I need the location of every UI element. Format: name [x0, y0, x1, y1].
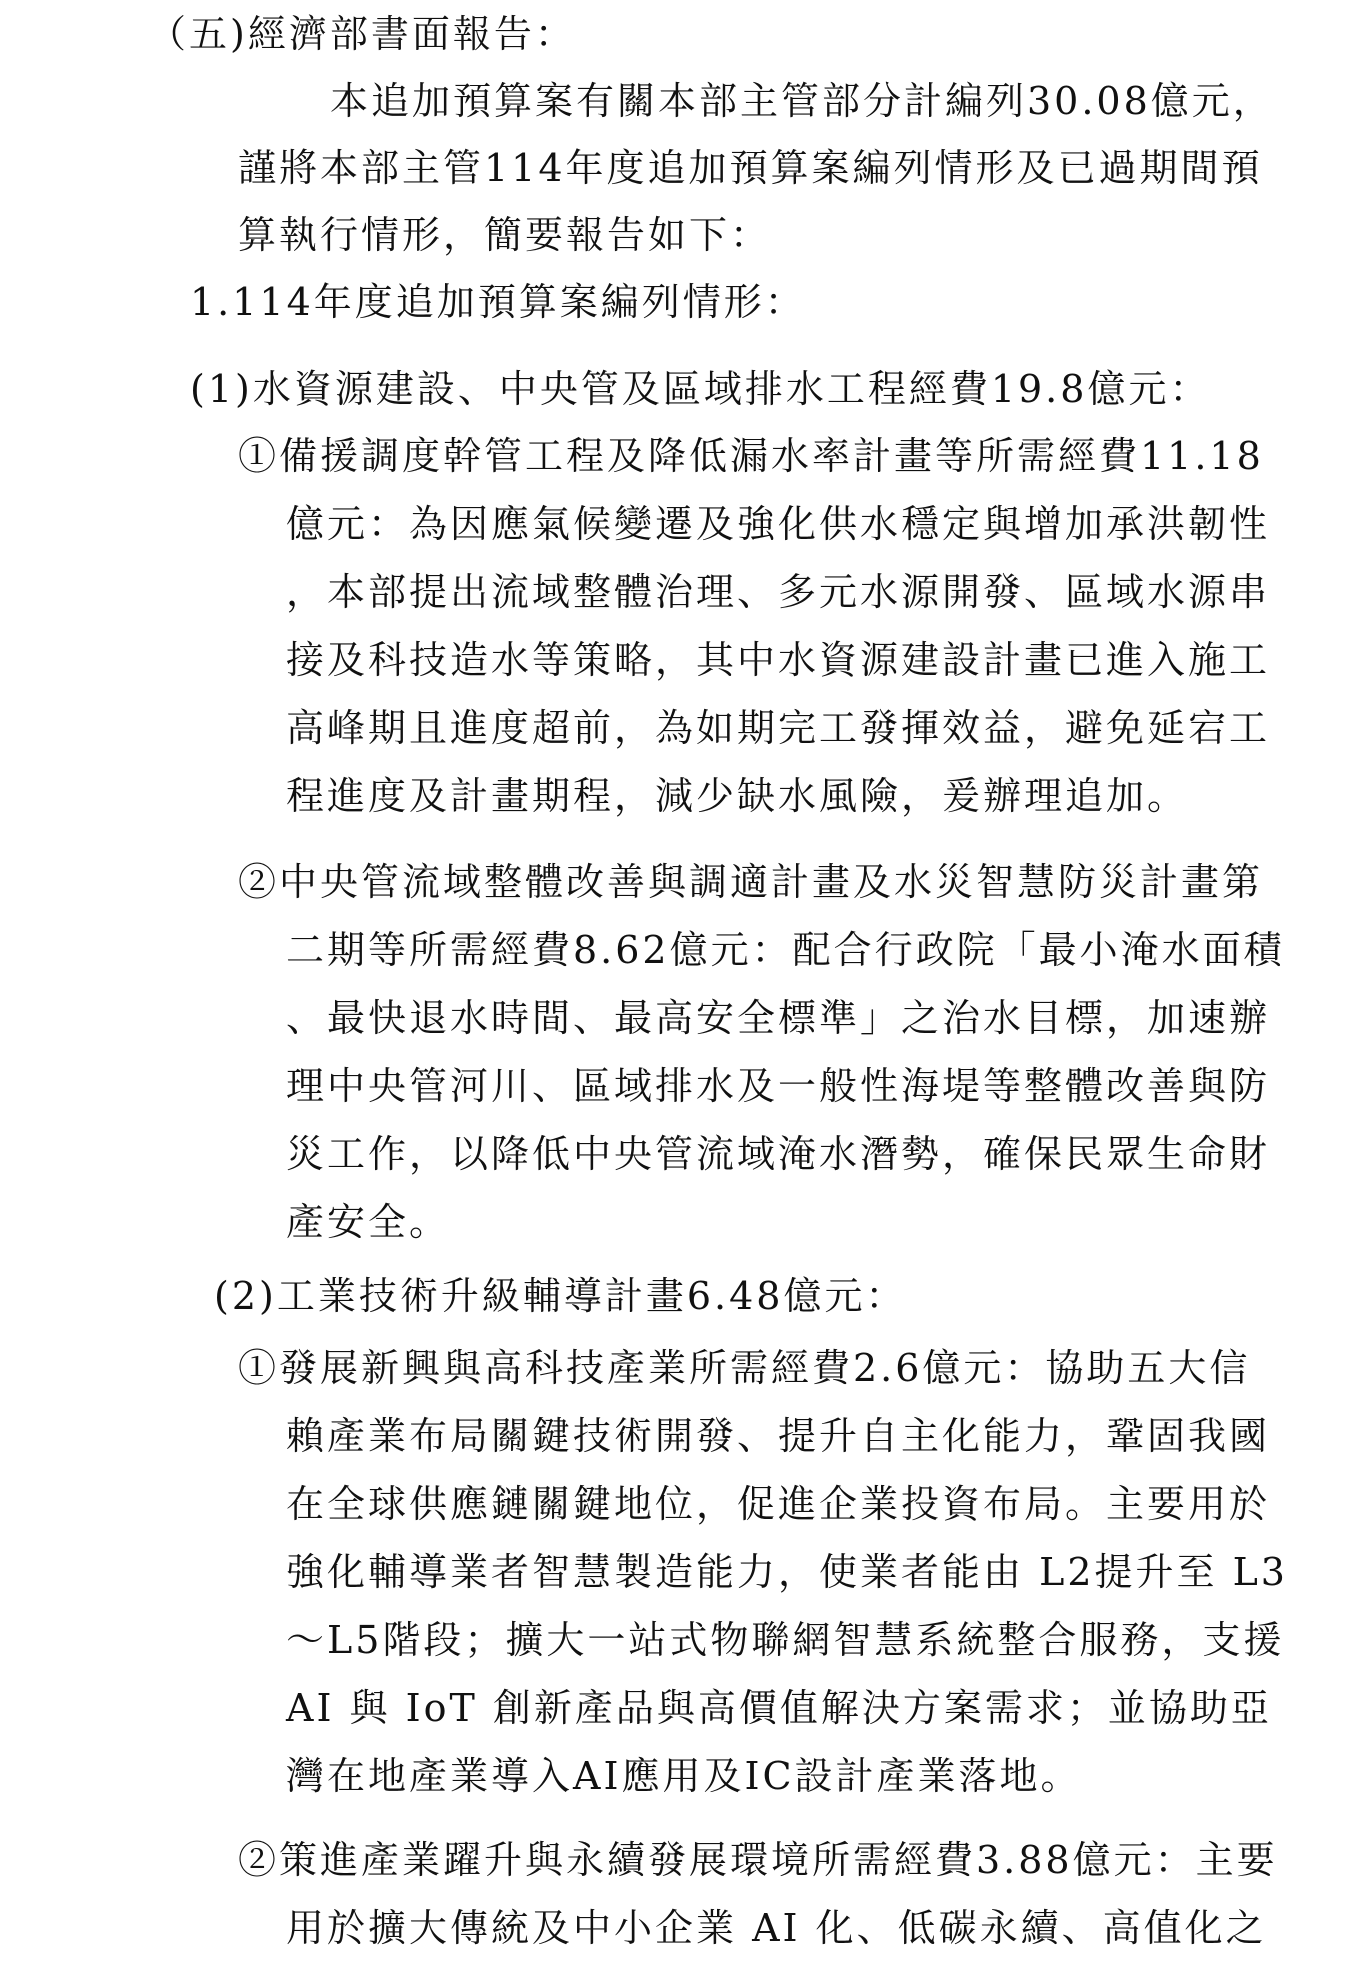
- sub1-title: (1)水資源建設、中央管及區域排水工程經費19.8億元：: [190, 367, 1211, 411]
- sub1-point2-line-3: 、最快退水時間、最高安全標準」之治水目標，加速辦: [286, 996, 1271, 1040]
- sub1-point1-line-2: 億元：為因應氣候變遷及強化供水穩定與增加承洪韌性: [286, 502, 1271, 546]
- sub1-point1-line-4: 接及科技造水等策略，其中水資源建設計畫已進入施工: [286, 638, 1271, 682]
- sub2-point2-line-1: ②策進產業躍升與永續發展環境所需經費3.88億元：主要: [238, 1838, 1278, 1882]
- intro-line-2: 謹將本部主管114年度追加預算案編列情形及已過期間預: [238, 146, 1263, 190]
- sub1-point2-line-1: ②中央管流域整體改善與調適計畫及水災智慧防災計畫第: [238, 860, 1264, 904]
- sub2-title: (2)工業技術升級輔導計畫6.48億元：: [214, 1274, 907, 1318]
- sub1-point1-line-3: ，本部提出流域整體治理、多元水源開發、區域水源串: [286, 570, 1271, 614]
- sub2-point1-line-7: 灣在地產業導入AI應用及IC設計產業落地。: [286, 1754, 1082, 1798]
- sub2-point1-line-2: 賴產業布局關鍵技術開發、提升自主化能力，鞏固我國: [286, 1414, 1271, 1458]
- sub2-point1-line-3: 在全球供應鏈關鍵地位，促進企業投資布局。主要用於: [286, 1482, 1271, 1526]
- sub2-point1-line-1: ①發展新興與高科技產業所需經費2.6億元：協助五大信: [238, 1346, 1251, 1390]
- sub1-point2-line-5: 災工作，以降低中央管流域淹水潛勢，確保民眾生命財: [286, 1132, 1271, 1176]
- section-heading: （五)經濟部書面報告：: [148, 12, 576, 56]
- sub1-point1-line-6: 程進度及計畫期程，減少缺水風險，爰辦理追加。: [286, 774, 1189, 818]
- sub1-point1-line-1: ①備援調度幹管工程及降低漏水率計畫等所需經費11.18: [238, 434, 1264, 478]
- sub2-point1-line-4: 強化輔導業者智慧製造能力，使業者能由 L2提升至 L3: [286, 1550, 1288, 1594]
- intro-line-3: 算執行情形，簡要報告如下：: [238, 213, 772, 257]
- sub1-point1-line-5: 高峰期且進度超前，為如期完工發揮效益，避免延宕工: [286, 706, 1271, 750]
- sub1-point2-line-6: 產安全。: [286, 1200, 451, 1244]
- intro-line-1: 本追加預算案有關本部主管部分計編列30.08億元，: [330, 79, 1274, 123]
- sub2-point1-line-5: ～L5階段；擴大一站式物聯網智慧系統整合服務，支援: [286, 1618, 1285, 1662]
- sub2-point1-line-6: AI 與 IoT 創新產品與高價值解決方案需求；並協助亞: [286, 1686, 1272, 1730]
- sub2-point2-line-2: 用於擴大傳統及中小企業 AI 化、低碳永續、高值化之: [286, 1906, 1267, 1950]
- sub1-point2-line-4: 理中央管河川、區域排水及一般性海堤等整體改善與防: [286, 1064, 1271, 1108]
- sub1-point2-line-2: 二期等所需經費8.62億元：配合行政院「最小淹水面積: [286, 928, 1285, 972]
- item1-title: 1.114年度追加預算案編列情形：: [190, 280, 806, 324]
